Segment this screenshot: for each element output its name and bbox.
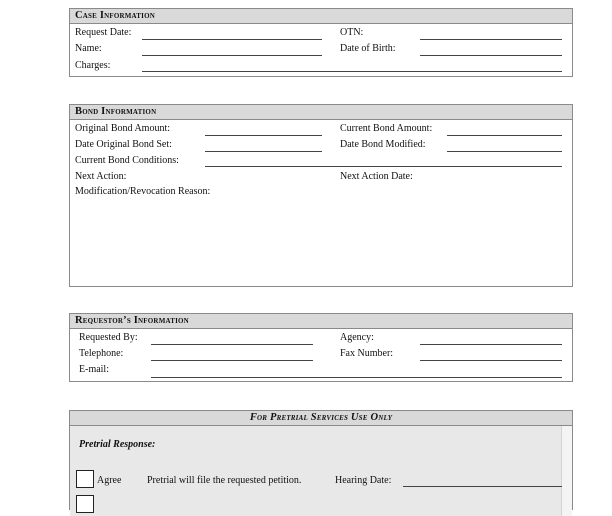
fax-number-label: Fax Number: bbox=[340, 348, 394, 359]
current-bond-conditions-label: Current Bond Conditions: bbox=[75, 155, 179, 166]
name-field[interactable] bbox=[142, 55, 322, 56]
current-bond-amount-field[interactable] bbox=[447, 135, 562, 136]
telephone-label: Telephone: bbox=[79, 348, 124, 359]
next-action-label: Next Action: bbox=[75, 171, 127, 182]
current-bond-amount-label: Current Bond Amount: bbox=[340, 123, 433, 134]
original-bond-amount-field[interactable] bbox=[205, 135, 322, 136]
pretrial-services-header: For Pretrial Services Use Only bbox=[70, 411, 572, 426]
pretrial-response-label: Pretrial Response: bbox=[79, 439, 156, 450]
otn-label: OTN: bbox=[340, 27, 364, 38]
second-checkbox[interactable] bbox=[76, 495, 94, 513]
pretrial-services-section bbox=[69, 410, 573, 510]
requestor-information-header: Requestor’s Information bbox=[70, 314, 572, 329]
requestor-information-section bbox=[69, 313, 573, 382]
pretrial-scrollbar[interactable] bbox=[561, 426, 572, 516]
charges-label: Charges: bbox=[75, 60, 111, 71]
agree-checkbox[interactable] bbox=[76, 470, 94, 488]
original-bond-amount-label: Original Bond Amount: bbox=[75, 123, 170, 134]
name-label: Name: bbox=[75, 43, 102, 54]
date-bond-modified-field[interactable] bbox=[447, 151, 562, 152]
current-bond-conditions-field[interactable] bbox=[205, 166, 562, 167]
hearing-date-field[interactable] bbox=[403, 486, 562, 487]
requested-by-field[interactable] bbox=[151, 344, 313, 345]
telephone-field[interactable] bbox=[151, 360, 313, 361]
date-original-bond-set-field[interactable] bbox=[205, 151, 322, 152]
agency-field[interactable] bbox=[420, 344, 562, 345]
email-field[interactable] bbox=[151, 377, 562, 378]
hearing-date-label: Hearing Date: bbox=[335, 475, 392, 486]
request-date-field[interactable] bbox=[142, 39, 322, 40]
email-label: E-mail: bbox=[79, 364, 109, 375]
case-information-section bbox=[69, 8, 573, 77]
date-bond-modified-label: Date Bond Modified: bbox=[340, 139, 426, 150]
fax-number-field[interactable] bbox=[420, 360, 562, 361]
modification-reason-label: Modification/Revocation Reason: bbox=[75, 186, 211, 197]
dob-label: Date of Birth: bbox=[340, 43, 396, 54]
otn-field[interactable] bbox=[420, 39, 562, 40]
dob-field[interactable] bbox=[420, 55, 562, 56]
modification-reason-area[interactable] bbox=[75, 200, 565, 280]
agree-label: Agree bbox=[97, 475, 122, 486]
agency-label: Agency: bbox=[340, 332, 374, 343]
bond-information-header: Bond Information bbox=[70, 105, 572, 120]
charges-field[interactable] bbox=[142, 71, 562, 72]
request-date-label: Request Date: bbox=[75, 27, 132, 38]
next-action-date-label: Next Action Date: bbox=[340, 171, 413, 182]
case-information-header: Case Information bbox=[70, 9, 572, 24]
requested-by-label: Requested By: bbox=[79, 332, 138, 343]
date-original-bond-set-label: Date Original Bond Set: bbox=[75, 139, 172, 150]
agree-description: Pretrial will file the requested petition. bbox=[147, 475, 302, 486]
bond-information-section bbox=[69, 104, 573, 287]
